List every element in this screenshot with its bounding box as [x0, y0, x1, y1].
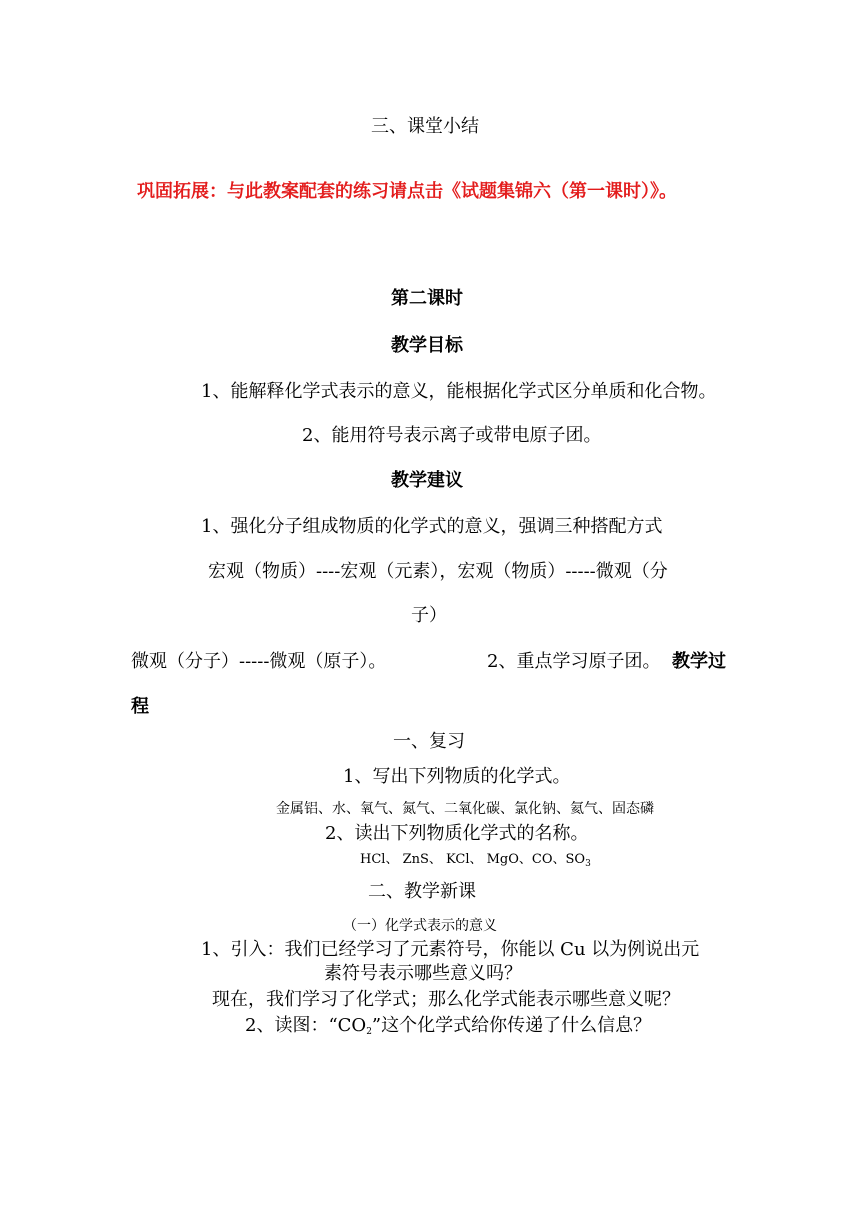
suggestion-1: 1、强化分子组成物质的化学式的意义，强调三种搭配方式 [201, 516, 663, 537]
review-question-1-items: 金属铝、水、氧气、氮气、二氧化碳、氯化钠、氦气、固态磷 [276, 801, 654, 817]
objectives-heading: 教学目标 [391, 335, 463, 356]
combo-line-2: 微观（分子）-----微观（原子）。 [131, 651, 387, 672]
consolidation-link-text[interactable]: 巩固拓展：与此教案配套的练习请点击《试题集锦六（第一课时）》。 [137, 181, 677, 202]
new-lesson-heading: 二、教学新课 [368, 881, 476, 902]
combo-line-1-wrap: 子） [411, 605, 447, 626]
objective-2: 2、能用符号表示离子或带电原子团。 [302, 425, 602, 446]
intro-line-3: 现在，我们学习了化学式；那么化学式能表示哪些意义呢？ [212, 989, 680, 1010]
process-heading-part2: 程 [131, 696, 149, 717]
lesson2-title: 第二课时 [391, 288, 463, 309]
review-question-2: 2、读出下列物质化学式的名称。 [325, 823, 589, 844]
combo-line-1: 宏观（物质）----宏观（元素），宏观（物质）-----微观（分 [208, 561, 668, 582]
formula-subscript: 3 [585, 859, 591, 869]
read-figure-prefix: 2、读图：“CO [245, 1015, 367, 1036]
review-question-1: 1、写出下列物质的化学式。 [343, 766, 571, 787]
suggestion-2: 2、重点学习原子团。 [487, 651, 661, 672]
process-heading-part1: 教学过 [672, 651, 726, 672]
intro-line-1: 1、引入：我们已经学习了元素符号，你能以 Cu 以为例说出元 [201, 939, 700, 960]
read-figure-subscript: 2 [366, 1027, 372, 1037]
objective-1: 1、能解释化学式表示的意义，能根据化学式区分单质和化合物。 [201, 381, 717, 402]
suggestions-heading: 教学建议 [391, 470, 463, 491]
review-question-2-items [360, 852, 591, 869]
subsection-heading-1: （一）化学式表示的意义 [343, 918, 497, 934]
section-summary-heading: 三、课堂小结 [371, 116, 479, 137]
formula-list: HCl、 ZnS、 KCl、 MgO、CO、SO [360, 852, 586, 867]
intro-line-2: 素符号表示哪些意义吗？ [324, 963, 522, 984]
read-figure-line [245, 1017, 651, 1035]
review-heading: 一、复习 [393, 731, 465, 752]
read-figure-suffix: ”这个化学式给你传递了什么信息？ [371, 1015, 652, 1036]
